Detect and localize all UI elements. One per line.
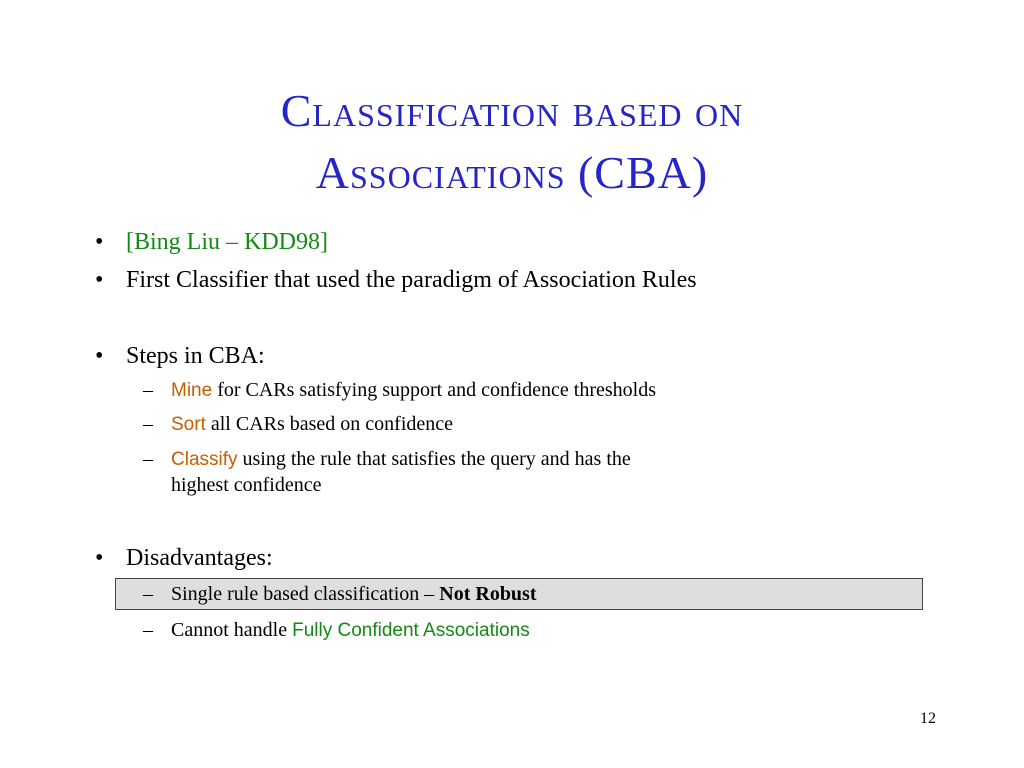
bullet-text: Disadvantages: [126, 545, 273, 571]
bullet-text: Steps in CBA: [126, 343, 265, 369]
reference-text: [Bing Liu – KDD98] [126, 229, 328, 255]
step-continuation: highest confidence [171, 474, 322, 496]
step-keyword: Sort [171, 414, 206, 435]
dash-icon: – [143, 413, 153, 435]
not-robust-emphasis: Not Robust [439, 583, 537, 605]
fully-confident-emphasis: Fully Confident Associations [292, 620, 530, 641]
step-text [171, 446, 631, 473]
bullet-text: First Classifier that used the paradigm of Association Rules [126, 267, 697, 293]
step-keyword: Classify [171, 449, 238, 470]
dash-icon: – [143, 448, 153, 470]
disadvantage-text [171, 581, 537, 607]
step-text [171, 411, 453, 438]
slide-title [100, 80, 924, 204]
step-keyword: Mine [171, 380, 213, 401]
dash-icon: – [143, 379, 153, 401]
bullet-icon: • [95, 545, 104, 571]
step-text [171, 377, 656, 404]
slide-title-line-1: Classification based on [280, 85, 744, 136]
dash-icon: – [143, 583, 153, 605]
disadvantage-prefix: Single rule based classification – [171, 583, 440, 605]
dash-icon: – [143, 619, 153, 641]
step-description: using the rule that satisfies the query and has the [237, 448, 631, 470]
page-number: 12 [920, 710, 936, 727]
bullet-icon: • [95, 267, 104, 293]
bullet-icon: • [95, 229, 104, 255]
bullet-icon: • [95, 343, 104, 369]
step-description: all CARs based on confidence [205, 413, 454, 435]
step-description: for CARs satisfying support and confidence thresholds [212, 379, 657, 401]
slide-title-line-2: Associations (CBA) [315, 147, 709, 198]
disadvantage-text [171, 617, 530, 644]
disadvantage-prefix: Cannot handle [171, 619, 293, 641]
